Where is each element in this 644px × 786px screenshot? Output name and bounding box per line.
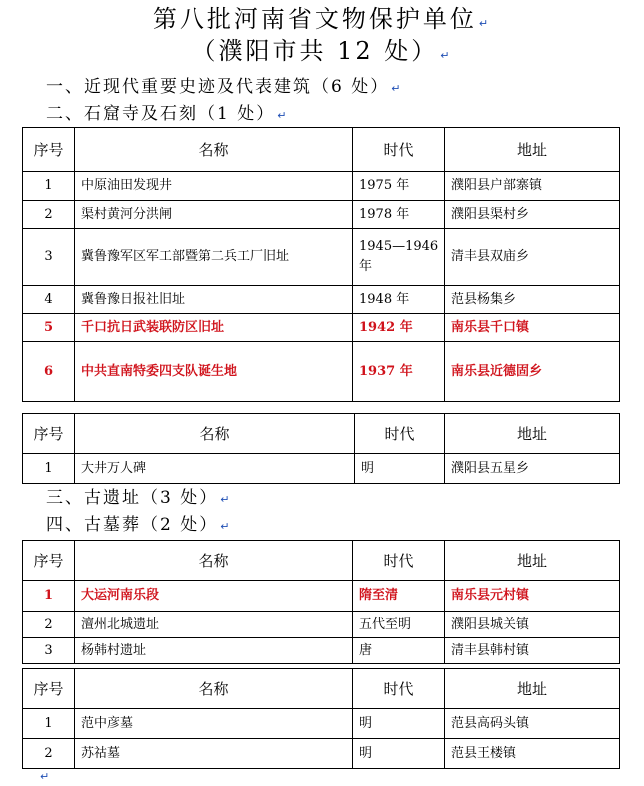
section-heading-text: 四、古墓葬（2 处） (46, 515, 219, 535)
cell-num: 1 (23, 172, 75, 201)
cell-era: 唐 (353, 638, 445, 664)
paragraph-mark-icon: ↵ (277, 109, 289, 122)
table-modern-sites (22, 127, 620, 402)
cell-era: 1937 年 (353, 342, 445, 402)
cell-num: 2 (23, 201, 75, 229)
document-title (0, 4, 644, 39)
cell-name: 中原油田发现井 (75, 172, 353, 201)
cell-addr: 南乐县千口镇 (445, 314, 620, 342)
paragraph-mark-icon: ↵ (220, 493, 232, 506)
paragraph-mark-icon: ↵ (478, 17, 492, 30)
cell-num: 1 (23, 581, 75, 612)
cell-num: 6 (23, 342, 75, 402)
cell-era: 1975 年 (353, 172, 445, 201)
cell-name: 冀鲁豫军区军工部暨第二兵工厂旧址 (75, 229, 353, 286)
cell-name: 冀鲁豫日报社旧址 (75, 286, 353, 314)
section-heading-1 (46, 76, 402, 100)
cell-addr: 濮阳县户部寨镇 (445, 172, 620, 201)
header-era: 时代 (353, 669, 445, 709)
table-row (23, 638, 620, 664)
cell-era: 1978 年 (353, 201, 445, 229)
cell-name: 中共直南特委四支队诞生地 (75, 342, 353, 402)
cell-era: 五代至明 (353, 612, 445, 638)
section-heading-text: 三、古遗址（3 处） (46, 488, 219, 508)
cell-name: 杨韩村遗址 (75, 638, 353, 664)
table-row (23, 709, 620, 739)
cell-name: 渠村黄河分洪闸 (75, 201, 353, 229)
cell-addr: 范县王楼镇 (445, 739, 620, 769)
table-header-row (23, 669, 620, 709)
table-row (23, 342, 620, 402)
paragraph-mark-icon: ↵ (391, 82, 403, 95)
header-addr: 地址 (445, 541, 620, 581)
cell-addr: 清丰县双庙乡 (445, 229, 620, 286)
header-num: 序号 (23, 414, 75, 454)
header-era: 时代 (353, 541, 445, 581)
section-heading-3 (46, 487, 231, 511)
cell-name: 苏祜墓 (75, 739, 353, 769)
cell-addr: 南乐县元村镇 (445, 581, 620, 612)
cell-era: 隋至清 (353, 581, 445, 612)
header-name: 名称 (75, 669, 353, 709)
cell-num: 2 (23, 739, 75, 769)
cell-num: 3 (23, 638, 75, 664)
cell-num: 2 (23, 612, 75, 638)
header-name: 名称 (75, 414, 355, 454)
document-subtitle (0, 36, 644, 71)
cell-name: 千口抗日武装联防区旧址 (75, 314, 353, 342)
paragraph-mark-icon: ↵ (220, 520, 232, 533)
table-row (23, 739, 620, 769)
table-header-row (23, 414, 620, 454)
header-addr: 地址 (445, 669, 620, 709)
cell-era: 明 (353, 709, 445, 739)
cell-name: 大井万人碑 (75, 454, 355, 484)
cell-addr: 濮阳县五星乡 (445, 454, 620, 484)
header-addr: 地址 (445, 128, 620, 172)
table-row (23, 454, 620, 484)
cell-era: 1942 年 (353, 314, 445, 342)
cell-num: 5 (23, 314, 75, 342)
header-era: 时代 (353, 128, 445, 172)
title-line1: 第八批河南省文物保护单位 (152, 5, 477, 33)
table-row (23, 314, 620, 342)
cell-num: 4 (23, 286, 75, 314)
cell-num: 3 (23, 229, 75, 286)
header-era: 时代 (355, 414, 445, 454)
section-heading-text: 二、石窟寺及石刻（1 处） (46, 104, 276, 124)
cell-era: 1945—1946 年 (353, 229, 445, 286)
header-num: 序号 (23, 669, 75, 709)
table-ancient-ruins (22, 540, 620, 664)
cell-addr: 濮阳县渠村乡 (445, 201, 620, 229)
table-row (23, 201, 620, 229)
section-heading-4 (46, 514, 231, 538)
table-row (23, 172, 620, 201)
table-row (23, 581, 620, 612)
title-line2: （濮阳市共 12 处） (191, 37, 439, 65)
table-row (23, 229, 620, 286)
table-row (23, 612, 620, 638)
paragraph-mark-icon: ↵ (40, 770, 50, 783)
header-name: 名称 (75, 128, 353, 172)
header-num: 序号 (23, 128, 75, 172)
table-stone-carvings (22, 413, 620, 484)
header-addr: 地址 (445, 414, 620, 454)
cell-num: 1 (23, 709, 75, 739)
cell-era: 明 (353, 739, 445, 769)
cell-addr: 清丰县韩村镇 (445, 638, 620, 664)
table-header-row (23, 541, 620, 581)
cell-name: 澶州北城遗址 (75, 612, 353, 638)
cell-name: 大运河南乐段 (75, 581, 353, 612)
table-ancient-tombs (22, 668, 620, 769)
header-num: 序号 (23, 541, 75, 581)
cell-addr: 南乐县近德固乡 (445, 342, 620, 402)
cell-addr: 范县杨集乡 (445, 286, 620, 314)
section-heading-text: 一、近现代重要史迹及代表建筑（6 处） (46, 77, 390, 97)
section-heading-2 (46, 103, 288, 127)
cell-era: 1948 年 (353, 286, 445, 314)
cell-num: 1 (23, 454, 75, 484)
table-header-row (23, 128, 620, 172)
table-row (23, 286, 620, 314)
cell-era: 明 (355, 454, 445, 484)
cell-addr: 范县高码头镇 (445, 709, 620, 739)
header-name: 名称 (75, 541, 353, 581)
cell-name: 范中彦墓 (75, 709, 353, 739)
paragraph-mark-icon: ↵ (440, 49, 453, 62)
cell-addr: 濮阳县城关镇 (445, 612, 620, 638)
